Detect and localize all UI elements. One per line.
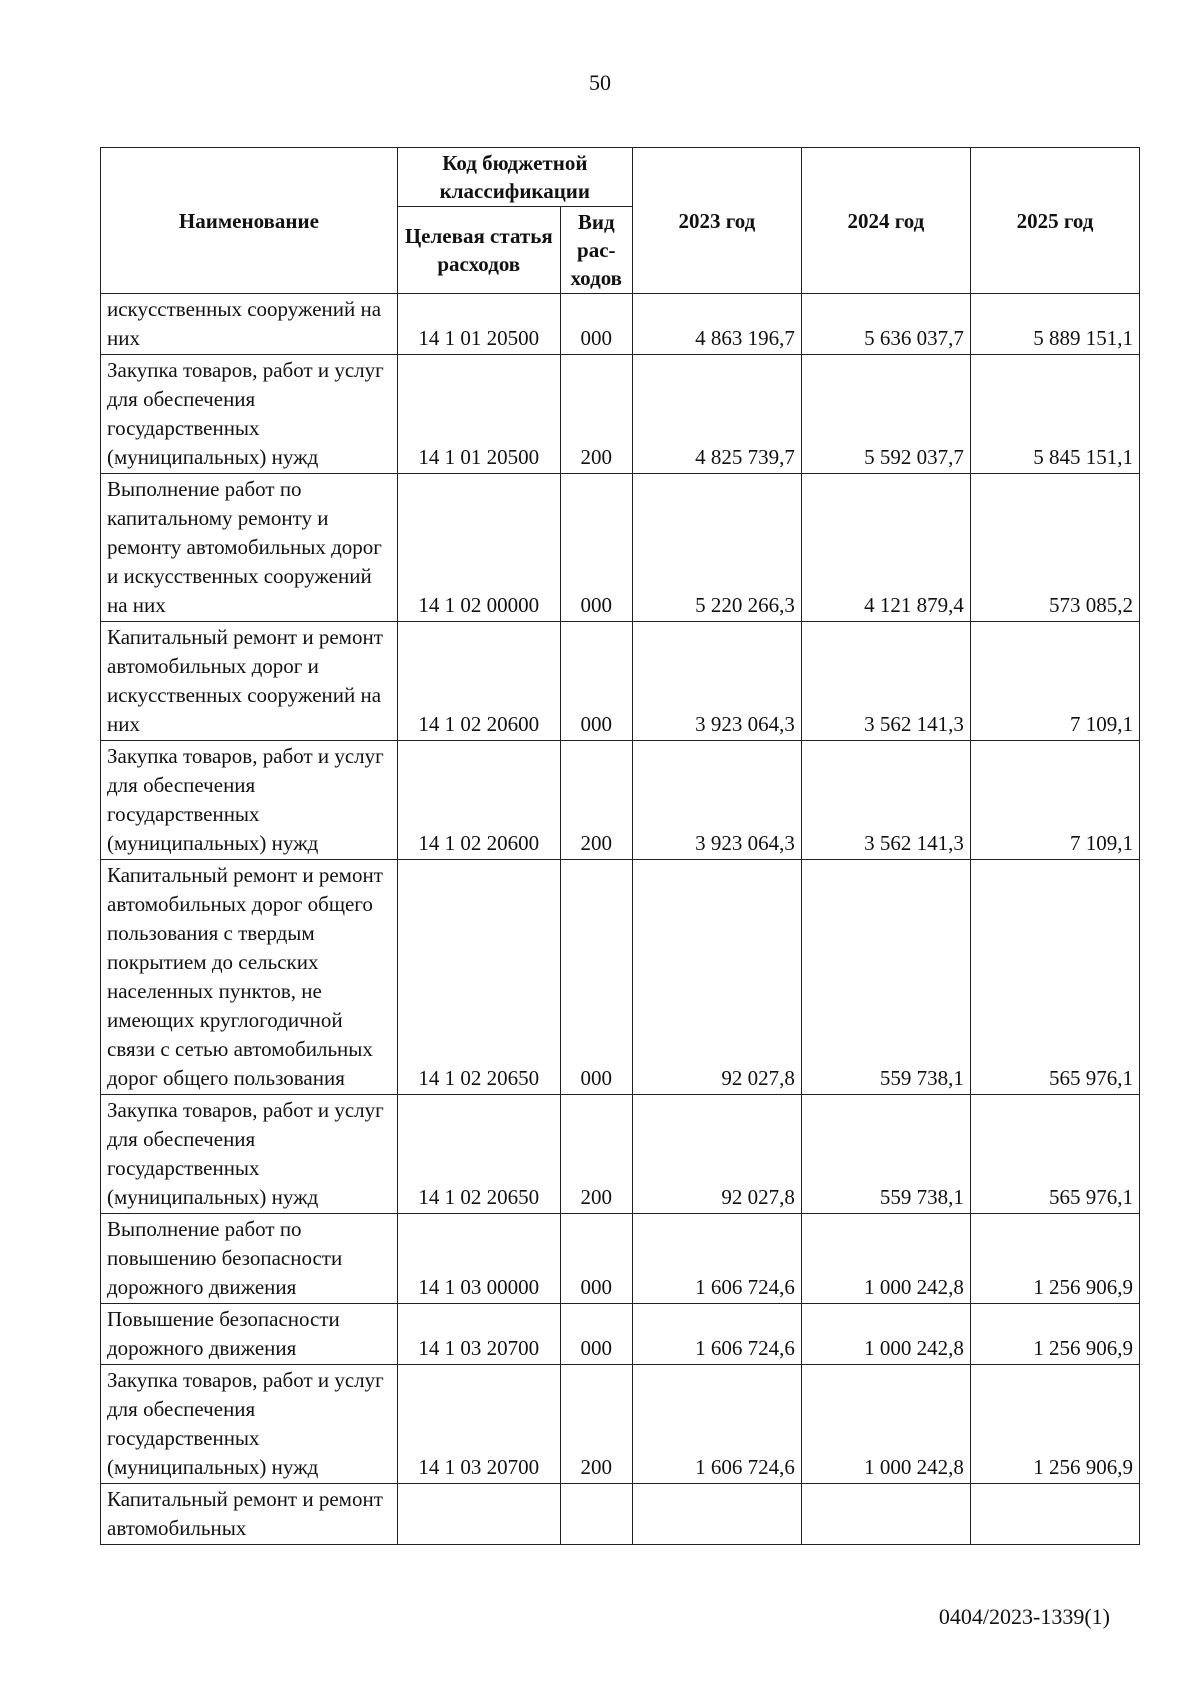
cell-2023: 3 923 064,3 — [632, 622, 801, 741]
cell-target-article: 14 1 02 20650 — [397, 1095, 560, 1214]
cell-name: Закупка товаров, работ и услуг для обеспечения государственных (муниципальных) нужд — [101, 1095, 398, 1214]
cell-target-article: 14 1 02 20600 — [397, 741, 560, 860]
cell-2024: 1 000 242,8 — [801, 1214, 970, 1304]
table-body — [101, 294, 1140, 1545]
cell-name: Выполнение работ по повышению безопасности дорожного движения — [101, 1214, 398, 1304]
table-row — [101, 1214, 1140, 1304]
cell-2023: 1 606 724,6 — [632, 1214, 801, 1304]
table-row — [101, 1095, 1140, 1214]
cell-name: Капитальный ремонт и ремонт автомобильных — [101, 1484, 398, 1545]
cell-expense-type: 000 — [560, 474, 632, 622]
table-row — [101, 741, 1140, 860]
cell-name: Закупка товаров, работ и услуг для обеспечения государственных (муниципальных) нужд — [101, 1365, 398, 1484]
cell-expense-type: 000 — [560, 1214, 632, 1304]
cell-2024: 3 562 141,3 — [801, 741, 970, 860]
cell-2025: 5 889 151,1 — [970, 294, 1139, 355]
cell-2023: 92 027,8 — [632, 860, 801, 1095]
cell-2024: 5 636 037,7 — [801, 294, 970, 355]
budget-table — [100, 147, 1140, 1545]
cell-target-article: 14 1 02 20600 — [397, 622, 560, 741]
cell-2025: 5 845 151,1 — [970, 355, 1139, 474]
cell-2023: 1 606 724,6 — [632, 1365, 801, 1484]
cell-2024 — [801, 1484, 970, 1545]
cell-2023: 1 606 724,6 — [632, 1304, 801, 1365]
cell-2025: 573 085,2 — [970, 474, 1139, 622]
cell-2023: 5 220 266,3 — [632, 474, 801, 622]
cell-expense-type: 200 — [560, 1365, 632, 1484]
header-2023: 2023 год — [632, 148, 801, 294]
cell-2024: 3 562 141,3 — [801, 622, 970, 741]
cell-2023 — [632, 1484, 801, 1545]
cell-name: Капитальный ремонт и ремонт автомобильных дорог общего пользования с твердым покрытием до сельских населенных пунктов, не имеющих круглогодичной связи с сетью автомобильных дорог общего пользования — [101, 860, 398, 1095]
cell-expense-type: 000 — [560, 1304, 632, 1365]
cell-target-article: 14 1 01 20500 — [397, 294, 560, 355]
document-id: 0404/2023-1339(1) — [938, 1604, 1110, 1629]
cell-target-article — [397, 1484, 560, 1545]
cell-name: Капитальный ремонт и ремонт автомобильных дорог и искусственных сооружений на них — [101, 622, 398, 741]
cell-2025: 7 109,1 — [970, 622, 1139, 741]
cell-expense-type: 200 — [560, 1095, 632, 1214]
header-2025: 2025 год — [970, 148, 1139, 294]
cell-2025: 1 256 906,9 — [970, 1214, 1139, 1304]
cell-name: Закупка товаров, работ и услуг для обеспечения государственных (муниципальных) нужд — [101, 355, 398, 474]
cell-expense-type: 200 — [560, 741, 632, 860]
cell-target-article: 14 1 01 20500 — [397, 355, 560, 474]
table-row — [101, 860, 1140, 1095]
cell-target-article: 14 1 03 20700 — [397, 1365, 560, 1484]
table-row — [101, 294, 1140, 355]
cell-name: Выполнение работ по капитальному ремонту и ремонту автомобильных дорог и искусственных сооружений на них — [101, 474, 398, 622]
cell-name: искусственных сооружений на них — [101, 294, 398, 355]
cell-2025: 1 256 906,9 — [970, 1365, 1139, 1484]
cell-2025: 565 976,1 — [970, 1095, 1139, 1214]
cell-2023: 92 027,8 — [632, 1095, 801, 1214]
cell-2024: 559 738,1 — [801, 1095, 970, 1214]
cell-name: Закупка товаров, работ и услуг для обеспечения государственных (муниципальных) нужд — [101, 741, 398, 860]
cell-name: Повышение безопасности дорожного движения — [101, 1304, 398, 1365]
table-row — [101, 622, 1140, 741]
table-row — [101, 1304, 1140, 1365]
header-2024: 2024 год — [801, 148, 970, 294]
header-target-article: Целевая статья расходов — [397, 207, 560, 294]
cell-expense-type: 000 — [560, 860, 632, 1095]
cell-2024: 1 000 242,8 — [801, 1304, 970, 1365]
cell-2024: 4 121 879,4 — [801, 474, 970, 622]
cell-target-article: 14 1 02 20650 — [397, 860, 560, 1095]
cell-2025: 565 976,1 — [970, 860, 1139, 1095]
cell-2023: 4 825 739,7 — [632, 355, 801, 474]
cell-2025: 7 109,1 — [970, 741, 1139, 860]
cell-2024: 559 738,1 — [801, 860, 970, 1095]
header-budget-code: Код бюджетной классификации — [397, 148, 632, 207]
cell-2023: 3 923 064,3 — [632, 741, 801, 860]
cell-2024: 5 592 037,7 — [801, 355, 970, 474]
cell-2023: 4 863 196,7 — [632, 294, 801, 355]
table-row — [101, 1365, 1140, 1484]
cell-expense-type — [560, 1484, 632, 1545]
table-row — [101, 1484, 1140, 1545]
cell-2025: 1 256 906,9 — [970, 1304, 1139, 1365]
header-expense-type: Вид рас-ходов — [560, 207, 632, 294]
cell-2025 — [970, 1484, 1139, 1545]
cell-expense-type: 000 — [560, 294, 632, 355]
header-name: Наименование — [101, 148, 398, 294]
table-row — [101, 474, 1140, 622]
cell-target-article: 14 1 03 20700 — [397, 1304, 560, 1365]
cell-target-article: 14 1 03 00000 — [397, 1214, 560, 1304]
cell-expense-type: 000 — [560, 622, 632, 741]
cell-2024: 1 000 242,8 — [801, 1365, 970, 1484]
table-header — [101, 148, 1140, 294]
page-number: 50 — [589, 70, 611, 95]
table-row — [101, 355, 1140, 474]
cell-target-article: 14 1 02 00000 — [397, 474, 560, 622]
cell-expense-type: 200 — [560, 355, 632, 474]
